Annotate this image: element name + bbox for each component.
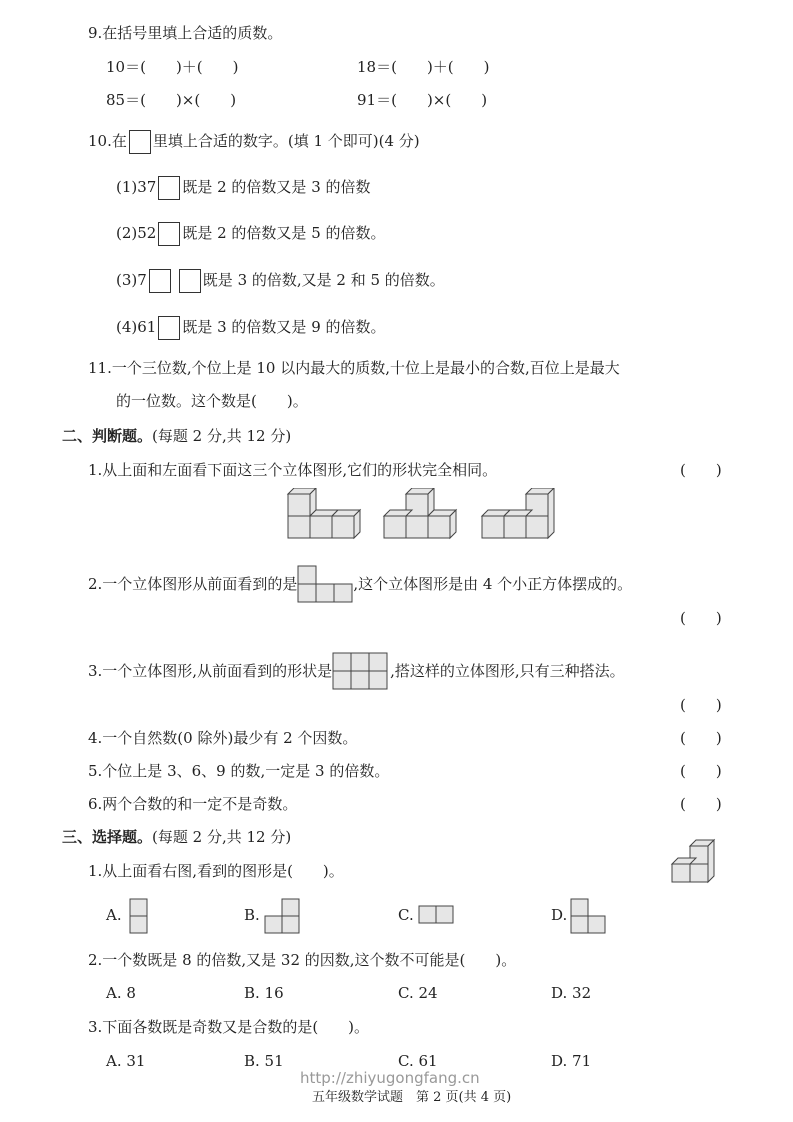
choice-q1-option-a[interactable] (106, 905, 122, 925)
choice-q1-option-d[interactable] (551, 905, 567, 925)
choice-q2: 2.一个数既是 8 的倍数,又是 32 的因数,这个数不可能是( )。 (88, 951, 517, 969)
q9-title: 9.在括号里填上合适的质数。 (88, 24, 283, 42)
q9-row1-right: 18＝( )＋( ) (357, 58, 490, 76)
choice-q2-option-c[interactable]: C. 24 (398, 984, 438, 1002)
q10-item-2 (116, 222, 386, 246)
q11-line2: 的一位数。这个数是( )。 (116, 392, 308, 410)
cube-figures (280, 488, 570, 548)
option-c-label: C. (398, 906, 414, 924)
choice-q2-option-b[interactable]: B. 16 (244, 984, 284, 1002)
q10-item-4-post: 既是 3 的倍数又是 9 的倍数。 (182, 318, 386, 336)
section-3-title: 三、选择题。 (62, 828, 153, 846)
q10-item-2-post: 既是 2 的倍数又是 5 的倍数。 (182, 224, 386, 242)
judge-q3-answer[interactable]: ( ) (680, 696, 722, 714)
judge-q1-answer[interactable]: ( ) (680, 461, 722, 479)
choice-q2-option-a[interactable]: A. 8 (106, 984, 136, 1002)
choice-q1-option-c[interactable] (398, 905, 414, 925)
q10-item-3-pre: (3)7 (116, 271, 147, 289)
q9-row2-left: 85＝( )×( ) (106, 91, 237, 109)
choice-q3-option-b[interactable]: B. 51 (244, 1052, 284, 1070)
judge-q2-answer[interactable]: ( ) (680, 609, 722, 627)
choice-q1-figure (668, 838, 728, 888)
cube-figure-3 (482, 488, 554, 538)
section-2-title: 二、判断题。 (62, 427, 153, 445)
q10-pre: 10.在 (88, 132, 127, 150)
option-a-label: A. (106, 906, 122, 924)
answer-box[interactable] (129, 130, 151, 154)
choice-q3: 3.下面各数既是奇数又是合数的是( )。 (88, 1018, 370, 1036)
cube-figure-2 (384, 488, 456, 538)
section-3-heading (62, 827, 291, 847)
judge-q2 (88, 565, 632, 605)
q10-title (88, 130, 420, 154)
judge-q6-answer[interactable]: ( ) (680, 795, 722, 813)
judge-q5-answer[interactable]: ( ) (680, 762, 722, 780)
q11-line1: 11.一个三位数,个位上是 10 以内最大的质数,十位上是最小的合数,百位上是最大 (88, 359, 620, 377)
option-c-figure (416, 904, 458, 926)
page-footer: 五年级数学试题 第 2 页(共 4 页) (312, 1090, 512, 1105)
option-d-figure (568, 897, 612, 937)
judge-q2-pre: 2.一个立体图形从前面看到的是 (88, 575, 298, 593)
front-view-figure-q3 (332, 652, 390, 692)
q10-item-4 (116, 316, 386, 340)
front-view-figure-q2 (297, 565, 353, 605)
choice-q3-option-a[interactable]: A. 31 (106, 1052, 146, 1070)
section-2-note: (每题 2 分,共 12 分) (152, 427, 292, 445)
q10-item-1 (116, 176, 371, 200)
q10-item-1-post: 既是 2 的倍数又是 3 的倍数 (182, 178, 371, 196)
choice-q3-option-c[interactable]: C. 61 (398, 1052, 438, 1070)
q10-item-1-pre: (1)37 (116, 178, 157, 196)
q10-item-2-pre: (2)52 (116, 224, 157, 242)
answer-box[interactable] (158, 222, 180, 246)
judge-q2-post: ,这个立体图形是由 4 个小正方体摆成的。 (353, 575, 633, 593)
choice-q1-option-b[interactable] (244, 905, 260, 925)
answer-box[interactable] (158, 176, 180, 200)
option-d-label: D. (551, 906, 568, 924)
option-b-figure (262, 897, 304, 937)
option-b-label: B. (244, 906, 260, 924)
judge-q3-pre: 3.一个立体图形,从前面看到的形状是 (88, 662, 333, 680)
answer-box[interactable] (179, 269, 201, 293)
choice-q3-option-d[interactable]: D. 71 (551, 1052, 592, 1070)
option-a-figure (128, 897, 150, 937)
choice-q1: 1.从上面看右图,看到的图形是( )。 (88, 862, 344, 880)
q10-item-3 (116, 269, 445, 293)
answer-box[interactable] (158, 316, 180, 340)
watermark: http://zhiyugongfang.cn (300, 1069, 480, 1087)
q10-item-3-post: 既是 3 的倍数,又是 2 和 5 的倍数。 (202, 271, 445, 289)
judge-q5: 5.个位上是 3、6、9 的数,一定是 3 的倍数。 (88, 762, 390, 780)
q9-row2-right: 91＝( )×( ) (357, 91, 488, 109)
judge-q3 (88, 652, 625, 692)
judge-q4: 4.一个自然数(0 除外)最少有 2 个因数。 (88, 729, 358, 747)
section-3-note: (每题 2 分,共 12 分) (152, 828, 292, 846)
choice-q2-option-d[interactable]: D. 32 (551, 984, 592, 1002)
judge-q3-post: ,搭这样的立体图形,只有三种搭法。 (390, 662, 625, 680)
judge-q6: 6.两个合数的和一定不是奇数。 (88, 795, 298, 813)
cube-figure-1 (288, 488, 360, 538)
q9-row1-left: 10＝( )＋( ) (106, 58, 239, 76)
answer-box[interactable] (149, 269, 171, 293)
judge-q4-answer[interactable]: ( ) (680, 729, 722, 747)
section-2-heading (62, 426, 291, 446)
q10-post: 里填上合适的数字。(填 1 个即可)(4 分) (152, 132, 420, 150)
q10-item-4-pre: (4)61 (116, 318, 157, 336)
judge-q1: 1.从上面和左面看下面这三个立体图形,它们的形状完全相同。 (88, 461, 498, 479)
